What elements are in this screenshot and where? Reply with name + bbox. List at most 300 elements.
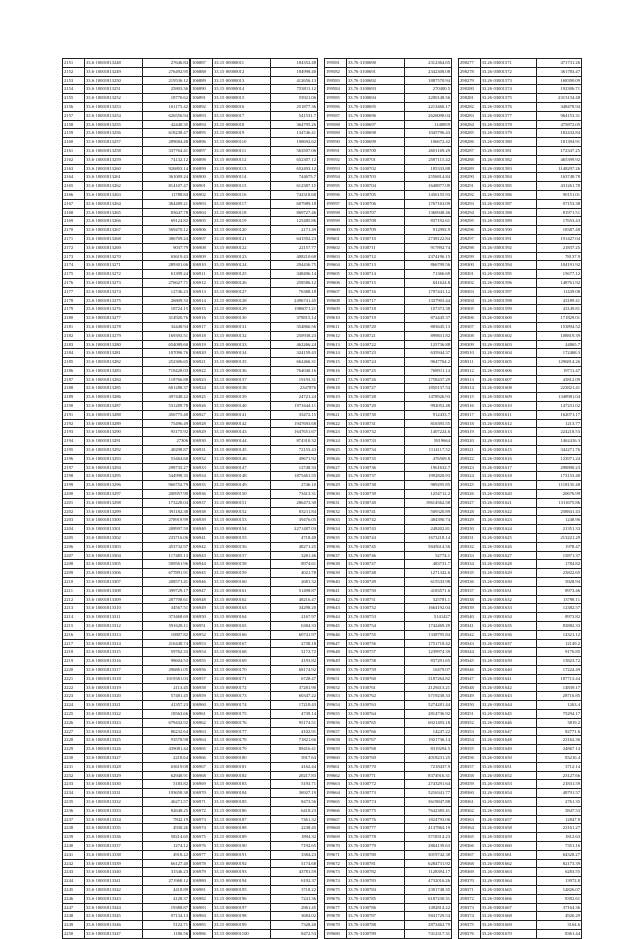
record-code: 33.76·3100751 [347, 595, 405, 604]
amount-value: 1894.32 [271, 833, 318, 842]
record-code: 33.26·03001576 [480, 102, 536, 111]
table-row [325, 366, 452, 375]
amount-value: 95174.51 [271, 718, 318, 727]
table-row [191, 349, 318, 358]
record-code: 33.26·03001577 [480, 111, 536, 120]
row-number: 106979 [191, 868, 213, 877]
table-row [459, 252, 582, 261]
amount-value: 8974.61 [271, 560, 318, 569]
table-row [459, 534, 582, 543]
amount-value: 19711.47 [536, 366, 581, 375]
amount-value: 219536.12 [143, 76, 190, 85]
amount-value: 66127.40 [143, 859, 190, 868]
amount-value: 883645.13 [405, 322, 452, 331]
record-code: 33.6·10001813305 [85, 560, 143, 569]
amount-value: 76388.18 [271, 287, 318, 296]
table-row [191, 111, 318, 120]
row-number: 2195 [63, 446, 85, 455]
row-number: 106918 [191, 331, 213, 340]
amount-value: 134746.41 [271, 129, 318, 138]
row-number: 2244 [63, 877, 85, 886]
amount-value: 60741.97 [271, 630, 318, 639]
table-row [191, 525, 318, 534]
amount-value: 185333.88 [405, 164, 452, 173]
table-row [325, 252, 452, 261]
record-code: 33.76·3100745 [347, 542, 405, 551]
record-code: 33.76·3100715 [347, 278, 405, 287]
row-number: 298338 [459, 595, 481, 604]
table-row [63, 375, 190, 384]
table-row [63, 190, 190, 199]
record-code: 33.76·3100732 [347, 428, 405, 437]
table-row [325, 709, 452, 718]
row-number: 2158 [63, 120, 85, 129]
amount-value: 439081.44 [143, 745, 190, 754]
amount-value: 1947693.68 [271, 419, 318, 428]
record-code: 33.6·10001813304 [85, 551, 143, 560]
record-code: 33.15·000000131 [213, 322, 271, 331]
record-code: 33.6·10001813326 [85, 745, 143, 754]
record-code: 33.6·10001813298 [85, 498, 143, 507]
amount-value: 1921736.14 [405, 736, 452, 745]
row-number: 298323 [459, 463, 481, 472]
table-row [191, 630, 318, 639]
row-number: 2250 [63, 929, 85, 938]
table-row [191, 67, 318, 76]
table-row [459, 305, 582, 314]
amount-value: 992052.48 [405, 402, 452, 411]
table-row [459, 182, 582, 191]
record-code: 33.15·000000191 [213, 850, 271, 859]
amount-value: 182432.84 [536, 129, 581, 138]
record-code: 33.76·3100733 [347, 437, 405, 446]
record-code: 33.26·03001654 [480, 789, 536, 798]
table-row [325, 657, 452, 666]
amount-value: 49671.92 [271, 454, 318, 463]
row-number: 106894 [191, 120, 213, 129]
table-row [459, 94, 582, 103]
table-row [191, 507, 318, 516]
amount-value: 431261.78 [536, 182, 581, 191]
row-number: 298363 [459, 815, 481, 824]
table-row [63, 287, 190, 296]
record-code: 33.76·3100731 [347, 419, 405, 428]
row-number: 106965 [191, 745, 213, 754]
record-code: 33.26·03001601 [480, 322, 536, 331]
record-code: 33.15·000000178 [213, 736, 271, 745]
table-row [325, 138, 452, 147]
record-code: 33.15·000000149 [213, 481, 271, 490]
table-row [63, 296, 190, 305]
record-code: 33.6·10001813310 [85, 604, 143, 613]
record-code: 33.6·10001813273 [85, 278, 143, 287]
record-code: 33.26·03001606 [480, 366, 536, 375]
row-number: 106904 [191, 208, 213, 217]
record-code: 33.6·10001813283 [85, 366, 143, 375]
row-number: 199664 [325, 789, 347, 798]
record-code: 33.76·3100743 [347, 525, 405, 534]
row-number: 106936 [191, 490, 213, 499]
row-number: 106958 [191, 683, 213, 692]
table-row [191, 542, 318, 551]
table-row [191, 745, 318, 754]
record-code: 33.15·000000140 [213, 402, 271, 411]
row-number: 199590 [325, 138, 347, 147]
amount-value: 3928.94 [536, 578, 581, 587]
table-row [191, 138, 318, 147]
row-number: 2180 [63, 314, 85, 323]
amount-value: 337764.41 [143, 146, 190, 155]
table-row [459, 261, 582, 270]
amount-value: 989295.85 [405, 481, 452, 490]
table-row [325, 868, 452, 877]
table-row [459, 894, 582, 903]
row-number: 298285 [459, 129, 481, 138]
amount-value: 1248.96 [536, 516, 581, 525]
record-code: 33.26·03001651 [480, 762, 536, 771]
table-row [191, 797, 318, 806]
record-code: 33.15·000000157 [213, 551, 271, 560]
amount-value: 2113.45 [143, 683, 190, 692]
record-code: 33.76·3100705 [347, 190, 405, 199]
record-code: 33.76·3100691 [347, 67, 405, 76]
record-code: 33.6·10001813259 [85, 155, 143, 164]
amount-value: 386709.24 [143, 234, 190, 243]
amount-value: 866799.56 [405, 261, 452, 270]
table-row [191, 578, 318, 587]
table-row [63, 111, 190, 120]
amount-value: 4930.26 [143, 824, 190, 833]
row-number: 298279 [459, 76, 481, 85]
row-number: 106945 [191, 569, 213, 578]
table-row [459, 454, 582, 463]
table-row [191, 270, 318, 279]
table-row [325, 129, 452, 138]
row-number: 106909 [191, 252, 213, 261]
row-number: 2241 [63, 850, 85, 859]
amount-value: 8374916.31 [405, 771, 452, 780]
row-number: 199654 [325, 701, 347, 710]
row-number: 199647 [325, 639, 347, 648]
row-number: 199652 [325, 683, 347, 692]
amount-value: 4918.22 [143, 850, 190, 859]
table-row [325, 885, 452, 894]
amount-value: 966752.79 [143, 481, 190, 490]
record-code: 33.26·03001587 [480, 199, 536, 208]
row-number: 298344 [459, 648, 481, 657]
amount-value: 1478926.93 [405, 393, 452, 402]
amount-value: 14321.12 [536, 630, 581, 639]
row-number: 2160 [63, 138, 85, 147]
record-code: 33.6·10001813301 [85, 525, 143, 534]
amount-value: 34298.20 [271, 604, 318, 613]
row-number: 199585 [325, 94, 347, 103]
row-number: 199639 [325, 569, 347, 578]
row-number: 2249 [63, 921, 85, 930]
table-row [191, 164, 318, 173]
row-number: 199623 [325, 428, 347, 437]
amount-value: 108819.39 [536, 331, 581, 340]
table-row [63, 683, 190, 692]
row-number: 199628 [325, 472, 347, 481]
row-number: 298340 [459, 613, 481, 622]
record-code: 33.76·3100704 [347, 182, 405, 191]
record-code: 33.76·3100771 [347, 771, 405, 780]
record-code: 33.76·3100774 [347, 797, 405, 806]
row-number: 199676 [325, 894, 347, 903]
amount-value: 48216.47 [271, 595, 318, 604]
record-code: 33.76·3100741 [347, 507, 405, 516]
amount-value: 46271.57 [143, 797, 190, 806]
record-code: 33.26·03001657 [480, 815, 536, 824]
table-row [63, 305, 190, 314]
row-number: 106972 [191, 806, 213, 815]
row-number: 298287 [459, 146, 481, 155]
amount-value: 652493.12 [271, 164, 318, 173]
table-row [63, 270, 190, 279]
record-code: 33.26·03001664 [480, 877, 536, 886]
record-code: 33.26·03001634 [480, 613, 536, 622]
amount-value: 13823.72 [536, 657, 581, 666]
amount-value: 19614562.58 [405, 498, 452, 507]
amount-value: 233716.06 [143, 534, 190, 543]
amount-value: 193658.38 [143, 789, 190, 798]
amount-value: 52774.1 [405, 551, 452, 560]
record-code: 33.15·000000114 [213, 173, 271, 182]
table-row [63, 252, 190, 261]
row-number: 298345 [459, 657, 481, 666]
record-code: 33.76·3100739 [347, 490, 405, 499]
record-code: 33.76·3100711 [347, 243, 405, 252]
record-code: 33.26·03001662 [480, 859, 536, 868]
amount-value: 3384.23 [271, 850, 318, 859]
amount-value: 2738.18 [271, 639, 318, 648]
row-number: 199673 [325, 868, 347, 877]
table-row [325, 111, 452, 120]
row-number: 106892 [191, 102, 213, 111]
row-number: 298346 [459, 665, 481, 674]
row-number: 2199 [63, 481, 85, 490]
record-code: 33.6·10001813347 [85, 929, 143, 938]
record-code: 33.6·10001813286 [85, 393, 143, 402]
record-code: 33.26·03001641 [480, 674, 536, 683]
row-number: 199609 [325, 305, 347, 314]
table-row [325, 94, 452, 103]
table-row [63, 234, 190, 243]
amount-value: 148761.92 [536, 278, 581, 287]
record-code: 33.6·10001813287 [85, 402, 143, 411]
record-code: 33.6·10001813324 [85, 727, 143, 736]
amount-value: 2496741.45 [271, 296, 318, 305]
table-row [191, 296, 318, 305]
amount-value: 1274.12 [143, 841, 190, 850]
row-number: 106895 [191, 129, 213, 138]
table-row [325, 551, 452, 560]
row-number: 2208 [63, 560, 85, 569]
table-row [459, 560, 582, 569]
amount-value: 531289.78 [143, 402, 190, 411]
row-number: 2246 [63, 894, 85, 903]
record-code: 33.6·10001813314 [85, 639, 143, 648]
row-number: 199662 [325, 771, 347, 780]
table-row [63, 850, 190, 859]
table-row [459, 278, 582, 287]
row-number: 2194 [63, 437, 85, 446]
record-code: 33.6·10001813262 [85, 182, 143, 191]
table-row [325, 481, 452, 490]
record-code: 33.15·00000018 [213, 120, 271, 129]
amount-value: 258841.43 [536, 507, 581, 516]
amount-value: 314920.76 [143, 314, 190, 323]
table-row [325, 287, 452, 296]
record-code: 33.15·000000199 [213, 921, 271, 930]
amount-value: 764040.16 [271, 366, 318, 375]
row-number: 106956 [191, 665, 213, 674]
record-code: 33.76·3100710 [347, 234, 405, 243]
record-code: 33.76·3100734 [347, 446, 405, 455]
record-code: 33.15·000000153 [213, 516, 271, 525]
table-row [325, 358, 452, 367]
table-row [459, 190, 582, 199]
row-number: 199613 [325, 340, 347, 349]
record-code: 33.26·03001585 [480, 182, 536, 191]
amount-value: 364489.21 [143, 199, 190, 208]
row-number: 199606 [325, 278, 347, 287]
record-code: 33.26·03001643 [480, 692, 536, 701]
row-number: 2231 [63, 762, 85, 771]
row-number: 2182 [63, 331, 85, 340]
row-number: 2198 [63, 472, 85, 481]
record-code: 33.15·000000165 [213, 622, 271, 631]
table-row [325, 516, 452, 525]
amount-value: 917892.74 [405, 243, 452, 252]
table-row [325, 217, 452, 226]
record-code: 33.6·10001813249 [85, 67, 143, 76]
table-row [63, 340, 190, 349]
amount-value: 216448.74 [143, 639, 190, 648]
amount-value: 208571.41 [143, 578, 190, 587]
table-row [325, 683, 452, 692]
record-code: 33.26·03001575 [480, 94, 536, 103]
record-code: 33.15·000000175 [213, 709, 271, 718]
amount-value: 37281.90 [271, 683, 318, 692]
table-row [63, 718, 190, 727]
record-code: 33.76·3100728 [347, 393, 405, 402]
row-number: 199635 [325, 534, 347, 543]
record-code: 33.76·3100719 [347, 314, 405, 323]
record-code: 33.15·000000182 [213, 771, 271, 780]
table-row [63, 586, 190, 595]
row-number: 199638 [325, 560, 347, 569]
record-code: 33.76·3100744 [347, 534, 405, 543]
amount-value: 213221.29 [536, 534, 581, 543]
row-number: 2166 [63, 190, 85, 199]
row-number: 106933 [191, 463, 213, 472]
row-number: 199646 [325, 630, 347, 639]
amount-value: 276492.95 [143, 67, 190, 76]
record-code: 33.26·03001593 [480, 252, 536, 261]
amount-value: 626556.94 [143, 111, 190, 120]
table-row [459, 410, 582, 419]
row-number: 199634 [325, 525, 347, 534]
record-code: 33.76·3100764 [347, 709, 405, 718]
row-number: 2177 [63, 287, 85, 296]
table-row [63, 120, 190, 129]
table-row [325, 182, 452, 191]
amount-value: 21831.59 [536, 780, 581, 789]
record-code: 33.15·000000130 [213, 314, 271, 323]
record-code: 33.6·10001813272 [85, 270, 143, 279]
amount-value: 4732016.26 [405, 877, 452, 886]
table-row [459, 481, 582, 490]
amount-value: 1348981.04 [536, 393, 581, 402]
record-code: 33.15·000000132 [213, 331, 271, 340]
row-number: 106914 [191, 296, 213, 305]
amount-value: 12748.33 [271, 463, 318, 472]
record-code: 33.6·10001813342 [85, 885, 143, 894]
row-number: 2153 [63, 76, 85, 85]
amount-value: 912992.9 [405, 226, 452, 235]
record-code: 33.26·03001623 [480, 516, 536, 525]
row-number: 199586 [325, 102, 347, 111]
row-number: 298339 [459, 604, 481, 613]
amount-value: 2313134.48 [536, 94, 581, 103]
record-code: 33.6·10001813338 [85, 850, 143, 859]
table-row [459, 727, 582, 736]
row-number: 2201 [63, 498, 85, 507]
row-number: 298310 [459, 349, 481, 358]
row-number: 106984 [191, 912, 213, 921]
table-row [459, 243, 582, 252]
amount-value: 81971.51 [536, 208, 581, 217]
record-code: 33.26·03001600 [480, 314, 536, 323]
record-code: 33.6·10001813276 [85, 305, 143, 314]
record-code: 33.26·03001669 [480, 921, 536, 930]
record-code: 33.76·3100787 [347, 912, 405, 921]
row-number: 106985 [191, 921, 213, 930]
row-number: 106943 [191, 551, 213, 560]
row-number: 2170 [63, 226, 85, 235]
amount-value: 53464.60 [143, 454, 190, 463]
row-number: 199648 [325, 648, 347, 657]
table-row [191, 665, 318, 674]
table-row [325, 859, 452, 868]
record-code: 33.6·10001813257 [85, 138, 143, 147]
amount-value: 173228.04 [143, 498, 190, 507]
record-code: 33.6·10001813329 [85, 771, 143, 780]
record-code: 33.15·000000177 [213, 727, 271, 736]
row-number: 106919 [191, 340, 213, 349]
table-row [63, 868, 190, 877]
row-number: 106927 [191, 410, 213, 419]
row-number: 199667 [325, 815, 347, 824]
record-code: 33.15·000000179 [213, 745, 271, 754]
table-row [459, 296, 582, 305]
row-number: 106903 [191, 199, 213, 208]
table-row [191, 481, 318, 490]
row-number: 106944 [191, 560, 213, 569]
amount-value: 97134.13 [143, 912, 190, 921]
amount-value: 106672.42 [405, 138, 452, 147]
table-row [191, 428, 318, 437]
amount-value: 2200148.56 [405, 94, 452, 103]
table-row [325, 824, 452, 833]
row-number: 106913 [191, 287, 213, 296]
amount-value: 40298.87 [143, 446, 190, 455]
table-row [459, 208, 582, 217]
amount-value: 2681.32 [271, 578, 318, 587]
row-number: 298280 [459, 85, 481, 94]
